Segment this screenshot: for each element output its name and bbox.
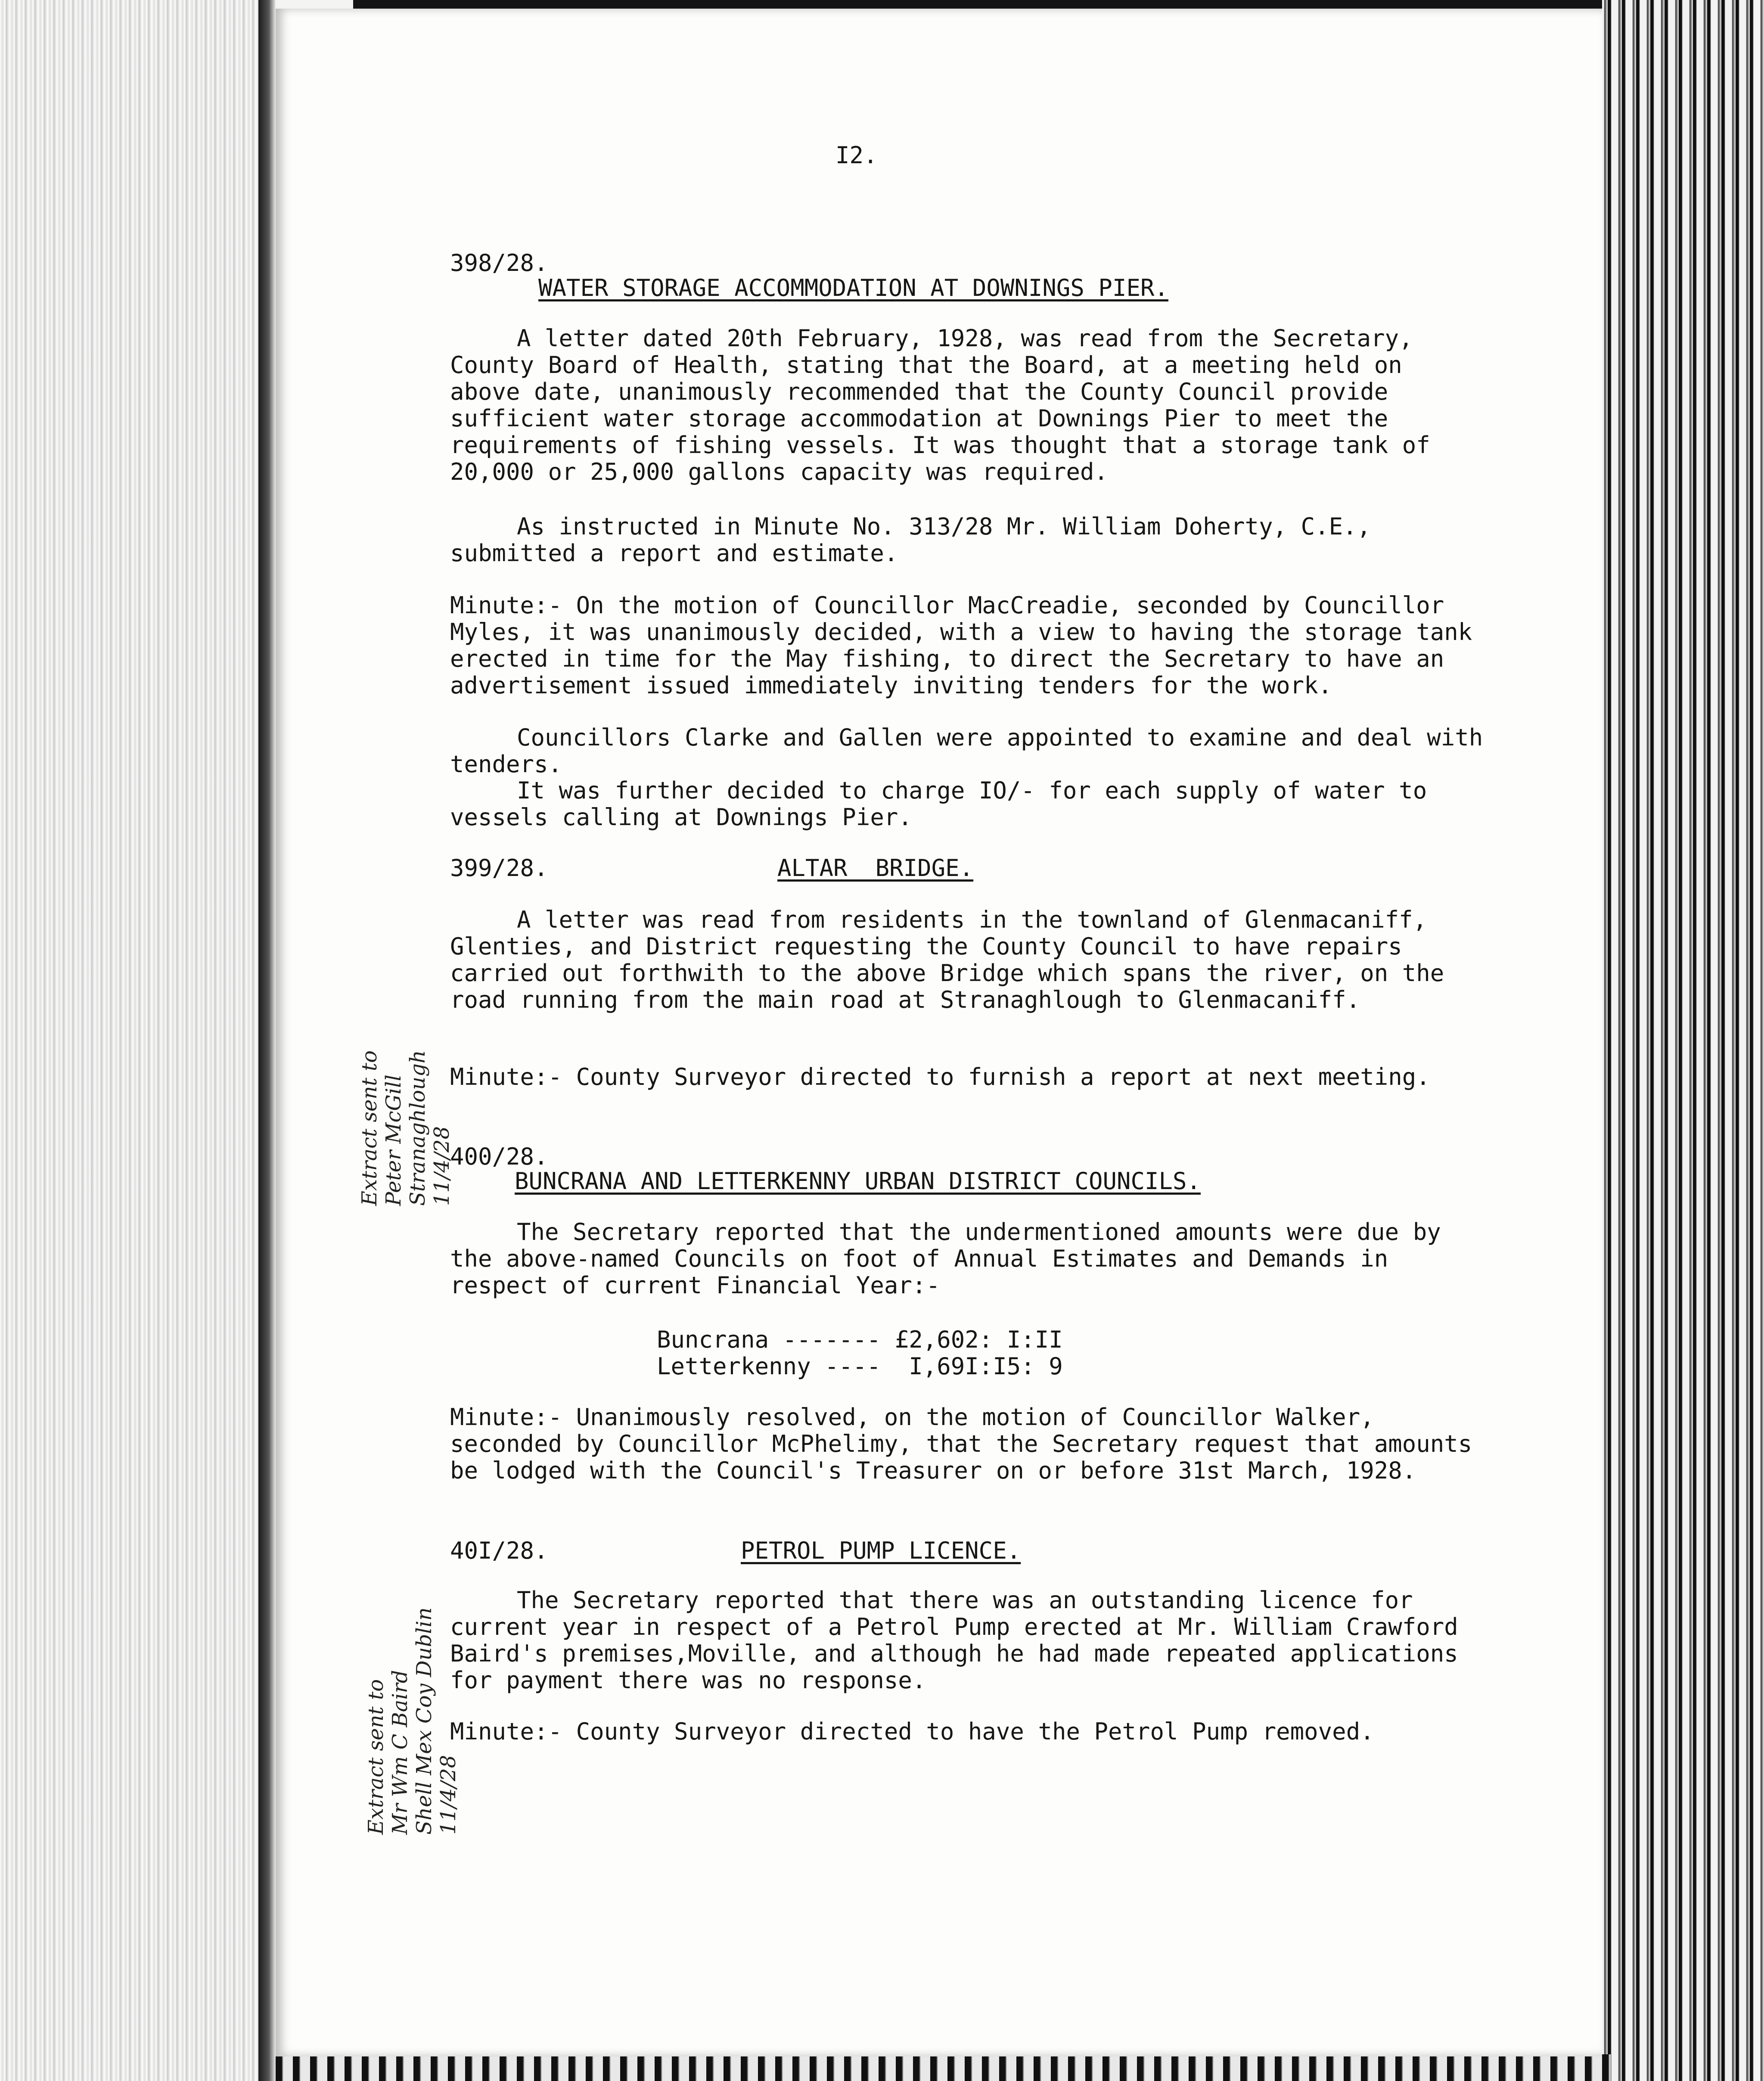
section-heading: PETROL PUMP LICENCE. — [741, 1537, 1021, 1564]
section-heading: BUNCRANA AND LETTERKENNY URBAN DISTRICT COUNCILS. — [515, 1168, 1201, 1195]
handwritten-annotation: Extract sent to Mr Wm C Baird Shell Mex Coy Dublin 11/4/28 — [364, 1607, 460, 1835]
handwritten-annotation: Extract sent to Peter McGill Stranaghlough 11/4/28 — [357, 1050, 454, 1206]
council-name: Letterkenny ---- — [657, 1353, 881, 1380]
amount-row — [657, 1353, 1063, 1380]
section-heading: ALTAR BRIDGE. — [777, 854, 974, 882]
scan-border-top — [353, 0, 1602, 9]
page-stack-right — [1593, 0, 1764, 2081]
amount-value: £2,602: I:II — [894, 1326, 1063, 1353]
minutes-page — [276, 9, 1602, 2056]
paragraph: As instructed in Minute No. 313/28 Mr. William Doherty, C.E., submitted a report and estimate. — [450, 513, 1371, 567]
amount-row — [657, 1326, 1063, 1353]
book-gutter — [258, 0, 276, 2081]
council-name: Buncrana ------- — [657, 1326, 881, 1353]
book-edge-left — [0, 0, 258, 2081]
page-number: I2. — [835, 142, 878, 169]
minute-paragraph: Minute:- On the motion of Councillor MacCreadie, seconded by Councillor Myles, it was unanimously decided, with a view to having the storage tank erected in time for the May fishing, to direct the Secretary to have an advertisement issued immediately inviting tenders for the work. — [450, 592, 1472, 699]
paragraph: A letter was read from residents in the townland of Glenmacaniff, Glenties, and District requesting the County Council to have repairs carried out forthwith to the above Bridge which spans the river, on the road running from the main road at Stranaghlough to Glenmacaniff. — [450, 906, 1444, 1013]
minute-paragraph: Minute:- County Surveyor directed to furnish a report at next meeting. — [450, 1063, 1430, 1090]
minute-paragraph: Minute:- County Surveyor directed to have the Petrol Pump removed. — [450, 1718, 1374, 1745]
paragraph: The Secretary reported that there was an outstanding licence for current year in respect of a Petrol Pump erected at Mr. William Crawford Baird's premises,Moville, and although he had made repeated applications for payment there was no response. — [450, 1587, 1458, 1694]
amounts-table — [657, 1326, 1063, 1380]
minute-number: 399/28. — [450, 854, 548, 882]
minute-number: 398/28. — [450, 249, 548, 276]
scan-border-bottom — [276, 2054, 1611, 2081]
paragraph: A letter dated 20th February, 1928, was read from the Secretary, County Board of Health, stating that the Board, at a meeting held on above date, unanimously recommended that the County Council provide sufficient water storage accommodation at Downings Pier to meet the requirements of fishing vessels. It was thought that a storage tank of 20,000 or 25,000 gallons capacity was required. — [450, 325, 1430, 485]
amount-value: I,69I:I5: 9 — [894, 1353, 1063, 1380]
section-heading: WATER STORAGE ACCOMMODATION AT DOWNINGS PIER. — [538, 274, 1168, 301]
paragraph: The Secretary reported that the undermentioned amounts were due by the above-named Councils on foot of Annual Estimates and Demands in respect of current Financial Year:- — [450, 1218, 1441, 1299]
paragraph: It was further decided to charge IO/- for each supply of water to vessels calling at Downings Pier. — [450, 777, 1427, 831]
minute-number: 40I/28. — [450, 1537, 548, 1564]
minute-paragraph: Minute:- Unanimously resolved, on the motion of Councillor Walker, seconded by Councillor McPhelimy, that the Secretary request that amounts be lodged with the Council's Treasurer on or before 31st March, 1928. — [450, 1404, 1472, 1484]
paragraph: Councillors Clarke and Gallen were appointed to examine and deal with tenders. — [450, 724, 1483, 778]
minute-number: 400/28. — [450, 1143, 548, 1170]
